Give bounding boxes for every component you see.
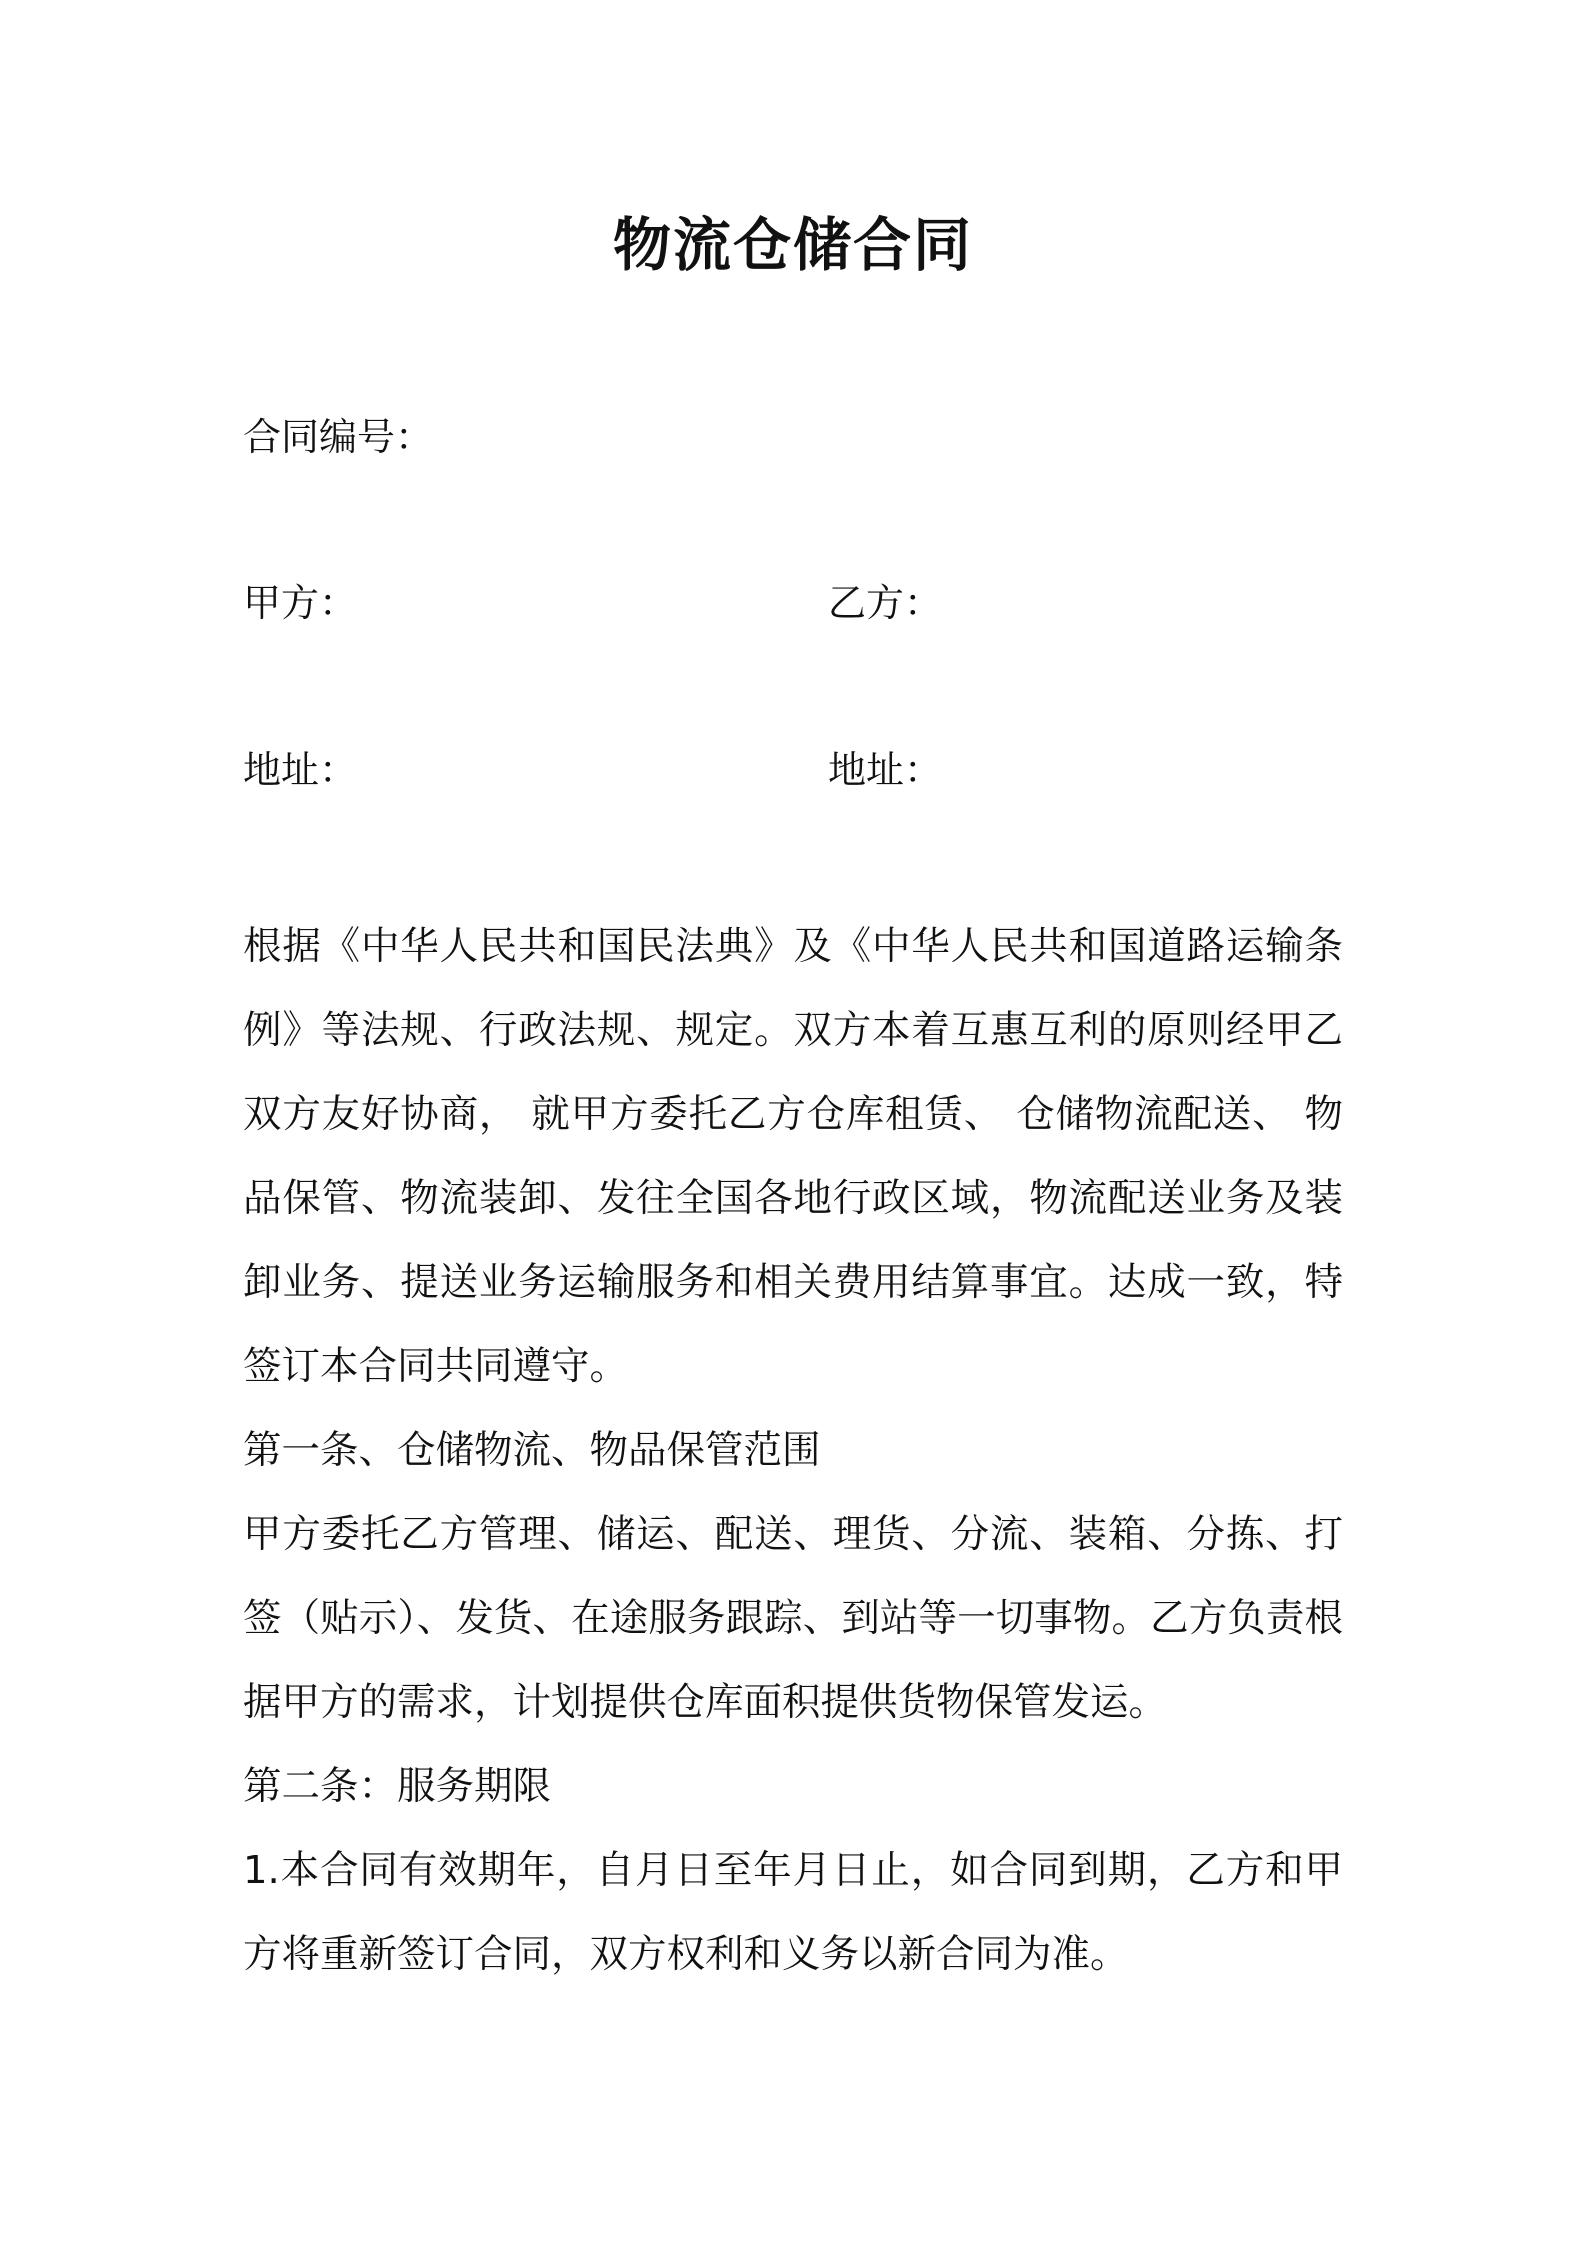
document-title: 物流仓储合同 [612,211,973,279]
contract-body [243,905,1343,1997]
party-a-address-label: 地址： [243,748,358,792]
article-1-paragraph: 甲方委托乙方管理、储运、配送、理货、分流、装箱、分拣、打签（贴示）、发货、在途服务跟踪、到站等一切事物。乙方负责根据甲方的需求，计划提供仓库面积提供货物保管发运。 [243,1512,1343,1725]
party-b-address-label: 地址： [828,748,943,792]
party-b-label: 乙方： [828,581,943,625]
preamble-paragraph: 根据《中华人民共和国民法典》及《中华人民共和国道路运输条例》等法规、行政法规、规定。双方本着互惠互利的原则经甲乙双方友好协商， 就甲方委托乙方仓库租赁、 仓储物流配送、 物品保管、物流装卸、发往全国各地行政区域，物流配送业务及装卸业务、提送业务运输服务和相关费用结算事宜。达成一致，特签订本合同共同遵守。 [243,924,1343,1389]
article-2-clause-1: 1.本合同有效期年，自月日至年月日止，如合同到期，乙方和甲方将重新签订合同，双方权利和义务以新合同为准。 [243,1848,1343,1977]
contract-number-label: 合同编号： [243,415,434,459]
party-a-label: 甲方： [243,581,358,625]
article-2-heading: 第二条：服务期限 [243,1764,552,1809]
article-1-heading: 第一条、仓储物流、物品保管范围 [243,1428,821,1473]
